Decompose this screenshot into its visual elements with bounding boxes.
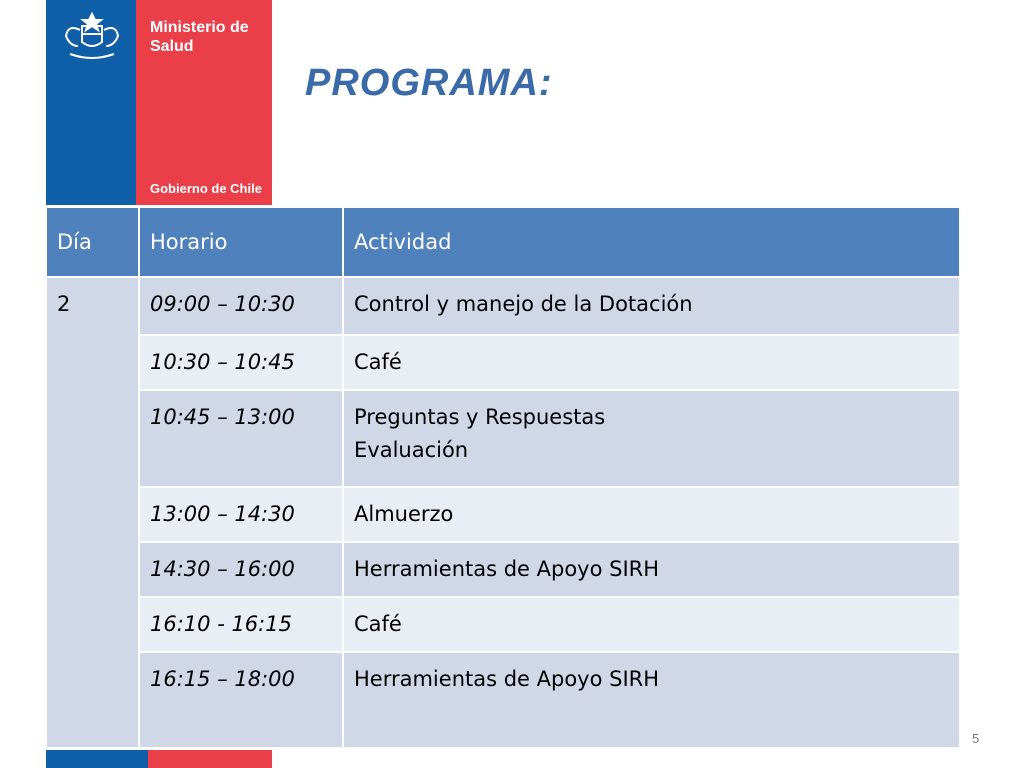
activity-cell: Control y manejo de la Dotación [343, 277, 960, 335]
footer-blue-bar [46, 750, 148, 768]
government-name: Gobierno de Chile [150, 181, 262, 196]
table-row [46, 487, 960, 542]
table-header-row [46, 207, 960, 277]
header-time: Horario [139, 207, 343, 277]
table-row [46, 597, 960, 652]
time-cell: 16:15 – 18:00 [139, 652, 343, 748]
activity-line1: Preguntas y Respuestas [354, 405, 606, 429]
schedule-table [45, 206, 961, 749]
activity-cell [343, 390, 960, 487]
header-activity: Actividad [343, 207, 960, 277]
activity-cell: Almuerzo [343, 487, 960, 542]
time-cell: 09:00 – 10:30 [139, 277, 343, 335]
ministerio-logo [46, 0, 272, 205]
table-row [46, 277, 960, 335]
time-cell: 13:00 – 14:30 [139, 487, 343, 542]
coat-of-arms-icon [56, 8, 128, 64]
activity-line2: Evaluación [354, 438, 469, 462]
header-day: Día [46, 207, 139, 277]
activity-cell: Herramientas de Apoyo SIRH [343, 652, 960, 748]
activity-cell: Café [343, 597, 960, 652]
page-number: 5 [972, 731, 980, 746]
activity-cell: Herramientas de Apoyo SIRH [343, 542, 960, 597]
ministry-name [150, 18, 249, 56]
ministry-name-line1: Ministerio de [150, 19, 249, 36]
table-row [46, 390, 960, 487]
time-cell: 10:30 – 10:45 [139, 335, 343, 390]
table-row [46, 652, 960, 748]
page-title: PROGRAMA: [305, 62, 553, 104]
day-cell: 2 [46, 277, 139, 748]
activity-cell: Café [343, 335, 960, 390]
time-cell: 14:30 – 16:00 [139, 542, 343, 597]
ministry-name-line2: Salud [150, 38, 194, 55]
time-cell: 16:10 - 16:15 [139, 597, 343, 652]
table-row [46, 335, 960, 390]
time-cell: 10:45 – 13:00 [139, 390, 343, 487]
footer-red-bar [148, 750, 272, 768]
table-row [46, 542, 960, 597]
